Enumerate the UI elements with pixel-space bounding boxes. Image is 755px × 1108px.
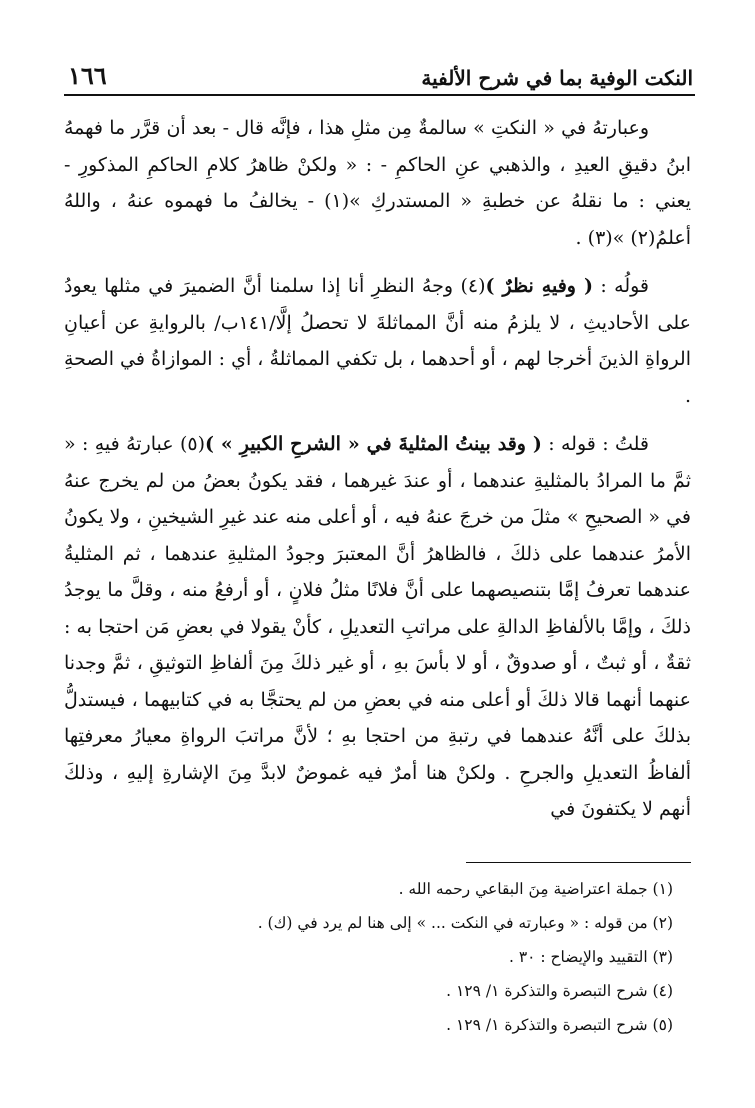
footnote: (٢) من قوله : « وعبارته في النكت ... » إلى هنا لم يرد في (ك) .: [257, 914, 673, 932]
text-segment: وعبارتهُ في « النكتِ » سالمةٌ مِن مثلِ هذا ، فإنَّه قال - بعد أن قرَّر ما فهمهُ ابنُ دقيقِ العيدِ ، والذهبي عنِ الحاكمِ - : « ولكنْ ظاهرُ كلامِ الحاكمِ المذكورِ - يعني : ما نقلهُ عن خطبةِ « المستدركِ »: [64, 117, 691, 212]
footnote-ref: (١): [324, 190, 350, 212]
main-text: [64, 110, 691, 840]
quoted-phrase: ( وفيهِ نظرٌ ): [485, 275, 593, 297]
page-header: [68, 44, 693, 88]
paragraph: [64, 426, 691, 828]
footnote: (٥) شرح التبصرة والتذكرة ١/ ١٢٩ .: [446, 1016, 673, 1034]
footnote-ref: (٤): [460, 275, 486, 297]
page-number: ١٦٦: [68, 61, 107, 90]
paragraph: [64, 268, 691, 414]
footnote: (٣) التقييد والإيضاح : ٣٠ .: [508, 948, 673, 966]
text-segment: عبارتهُ فيهِ : « ثمَّ ما المرادُ بالمثليةِ عندهما ، أو عندَ غيرهما ، فقد يكونُ بعضُ من لم يخرج عنهُ في « الصحيحِ » مثلَ من خرجَ عنهُ فيه ، أو أعلى منه عند غيرِ الشيخينِ ، ولا يكونُ الأمرُ عندهما على ذلكَ ، فالظاهرُ أنَّ المعتبرَ وجودُ المثليةِ عندهما ، ثم المثليةُ عندهما تعرفُ إمَّا بتنصيصهما على أنَّ فلانًا مثلُ فلانٍ ، أو أرفعُ منه ، وقلَّ ما يوجدُ ذلكَ ، وإمَّا بالألفاظِ الدالةِ على مراتبِ التعديلِ ، كأنْ يقولا في بعضِ مَن احتجا به : ثقةٌ ، أو ثبتٌ ، أو صدوقٌ ، أو لا بأسَ بهِ ، أو غير ذلكَ مِنَ ألفاظِ التوثيقِ ، ثمَّ وجدنا عنهما أنهما قالا ذلكَ أو أعلى منه في بعضِ من لم يحتجَّا به في كتابيهما ، فيستدلُّ بذلكَ على أنَّهُ عندهما في رتبةِ من احتجا بهِ ؛ لأنَّ مراتبَ الرواةِ معيارُ معرفتِها ألفاظُ التعديلِ والجرحِ . ولكنْ هنا أمرٌ فيه غموضٌ لابدَّ مِنَ الإشارةِ إليهِ ، وذلكَ أنهم لا يكتفونَ في: [64, 433, 691, 820]
text-segment: قولُه :: [592, 275, 650, 297]
footnote-ref: (٢): [630, 226, 656, 249]
text-segment: وجهُ النظرِ أنا إذا سلمنا أنَّ الضميرَ في مثلها يعودُ على الأحاديثِ ، لا يلزمُ منه أنَّ المماثلةَ لا تحصلُ إلَّا/١٤١ب/ بالروايةِ عن أعيانِ الرواةِ الذينَ أخرجا لهم ، أو أحدهما ، بل تكفي المماثلةُ ، أي : الموازاةُ في الصحةِ .: [64, 275, 691, 407]
text-segment: »: [612, 226, 631, 249]
running-title: النكت الوفية بما في شرح الألفية: [421, 66, 693, 90]
footnote-ref: (٣): [587, 226, 613, 249]
quoted-phrase: ( وقد بينتُ المثليةَ في « الشرحِ الكبيرِ » ): [205, 433, 542, 455]
text-segment: قلتُ : قوله :: [541, 433, 649, 455]
footnote-ref: (٥): [179, 433, 205, 455]
header-rule: [64, 94, 695, 96]
footnote: (١) جملة اعتراضية مِنَ البقاعي رحمه الله .: [398, 880, 673, 898]
footnote: (٤) شرح التبصرة والتذكرة ١/ ١٢٩ .: [446, 982, 673, 1000]
text-segment: .: [575, 226, 588, 249]
text-segment: - يخالفُ ما فهموه عنهُ ، واللهُ أعلمُ: [64, 190, 691, 249]
paragraph: [64, 110, 691, 256]
footnotes: [64, 872, 691, 1042]
footnote-separator: [466, 862, 691, 863]
